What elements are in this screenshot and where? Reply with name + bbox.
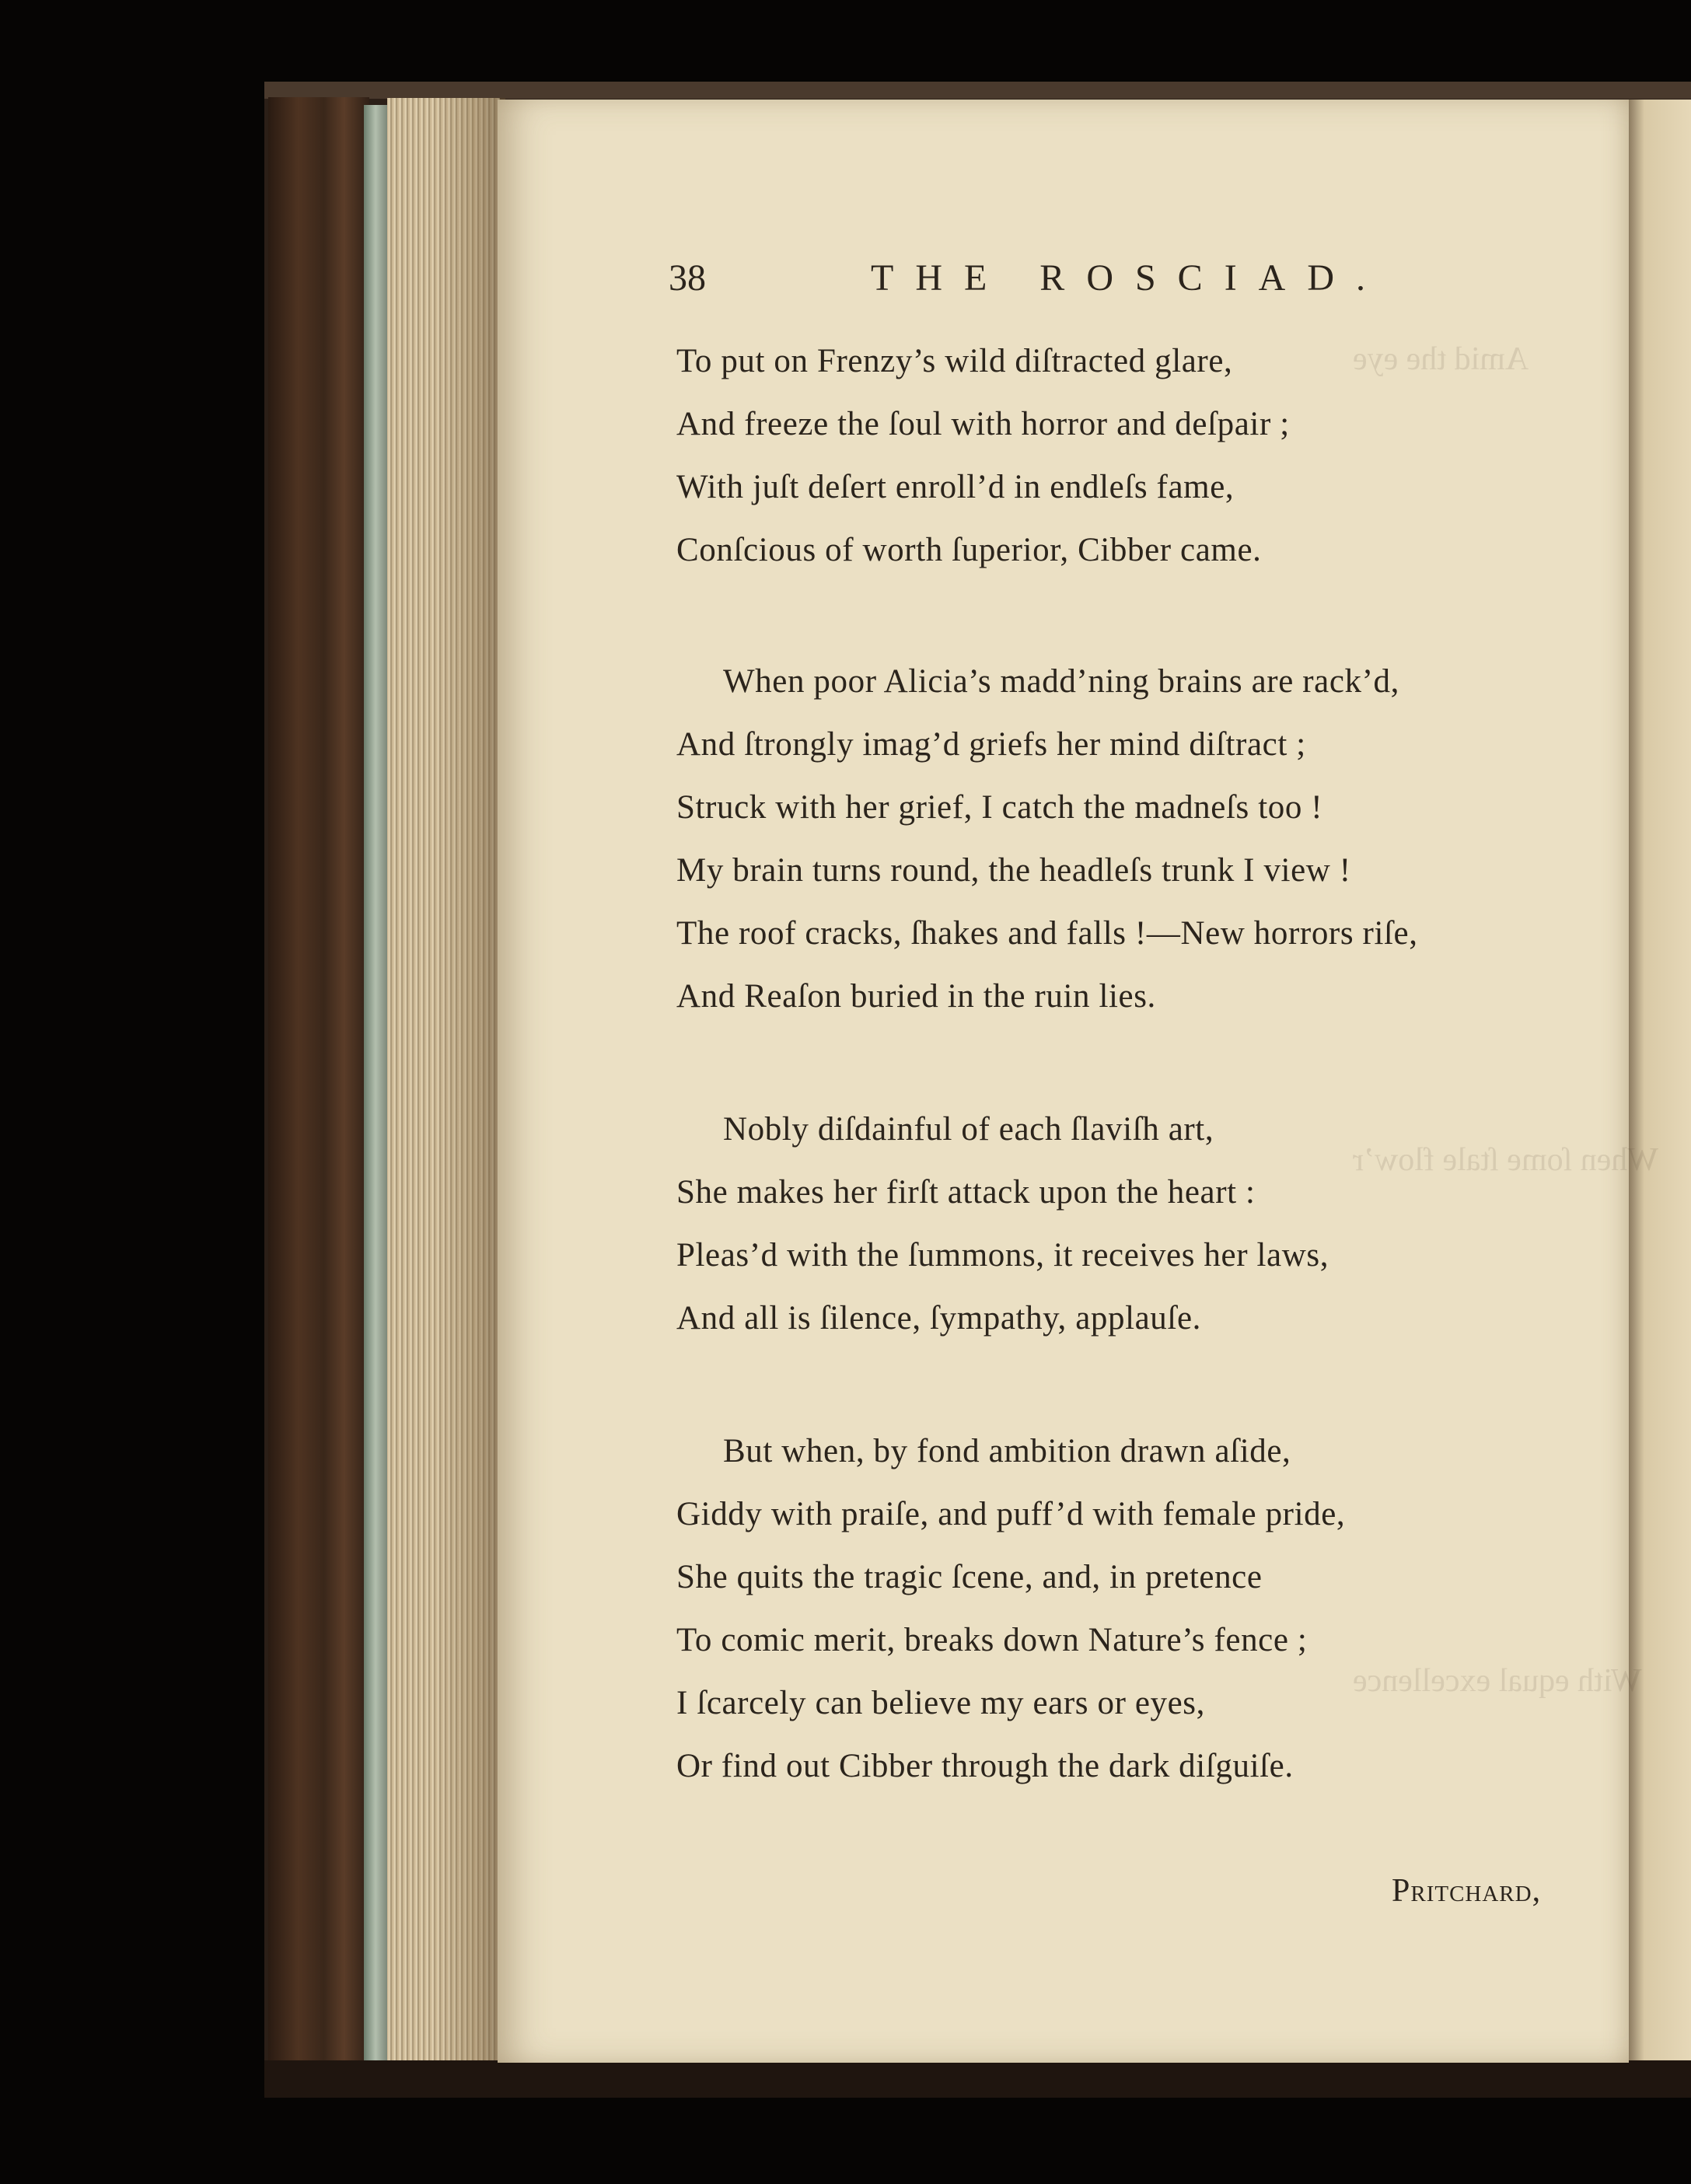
verse-line: She makes her firſt attack upon the heart :	[676, 1174, 1256, 1211]
verse-line: And all is ſilence, ſympathy, applauſe.	[676, 1300, 1201, 1337]
verse-line: To put on Frenzy’s wild diſtracted glare,	[676, 343, 1233, 379]
verse-line: Nobly diſdainful of each ſlaviſh art,	[723, 1111, 1214, 1148]
gutter-shadow	[435, 98, 505, 2065]
verse-line: With juſt deſert enroll’d in endleſs fame,	[676, 469, 1235, 505]
verse-line: She quits the tragic ſcene, and, in pretence	[676, 1559, 1263, 1595]
verse-line: The roof cracks, ſhakes and falls !—New horrors riſe,	[676, 915, 1418, 952]
verse-line: And ſtrongly imag’d griefs her mind diſtract ;	[676, 726, 1306, 763]
facing-page-edge	[1629, 100, 1691, 2063]
verse-line: To comic merit, breaks down Nature’s fence ;	[676, 1622, 1308, 1658]
show-through-text: Amid the eye	[1353, 341, 1529, 377]
verse-line: Or find out Cibber through the dark diſguiſe.	[676, 1748, 1294, 1784]
verse-line: And Reaſon buried in the ruin lies.	[676, 978, 1156, 1015]
verse-line: Struck with her grief, I catch the madneſs too !	[676, 789, 1323, 826]
cover-bottom-edge	[264, 2060, 1691, 2098]
running-title: THE ROSCIAD.	[871, 257, 1388, 299]
show-through-text: When ſome ſtale flow’r	[1353, 1142, 1659, 1178]
verse-line: Pleas’d with the ſummons, it receives her laws,	[676, 1237, 1329, 1274]
leather-spine	[268, 97, 369, 2095]
verse-line: And freeze the ſoul with horror and deſpair ;	[676, 406, 1290, 442]
verse-line: Conſcious of worth ſuperior, Cibber came.	[676, 532, 1262, 568]
verse-line: But when, by fond ambition drawn aſide,	[723, 1433, 1291, 1469]
verse-line: When poor Alicia’s madd’ning brains are rack’d,	[723, 663, 1399, 700]
verse-line: Giddy with praiſe, and puff’d with female pride,	[676, 1496, 1346, 1532]
page-number: 38	[669, 257, 706, 299]
cover-top-edge	[264, 82, 1691, 99]
verse-line: My brain turns round, the headleſs trunk I view !	[676, 852, 1351, 889]
marbled-endpaper-edge	[364, 105, 387, 2095]
show-through-text: With equal excellence	[1353, 1663, 1642, 1699]
catchword: Pritchard,	[1392, 1873, 1542, 1909]
verse-line: I ſcarcely can believe my ears or eyes,	[676, 1685, 1205, 1721]
